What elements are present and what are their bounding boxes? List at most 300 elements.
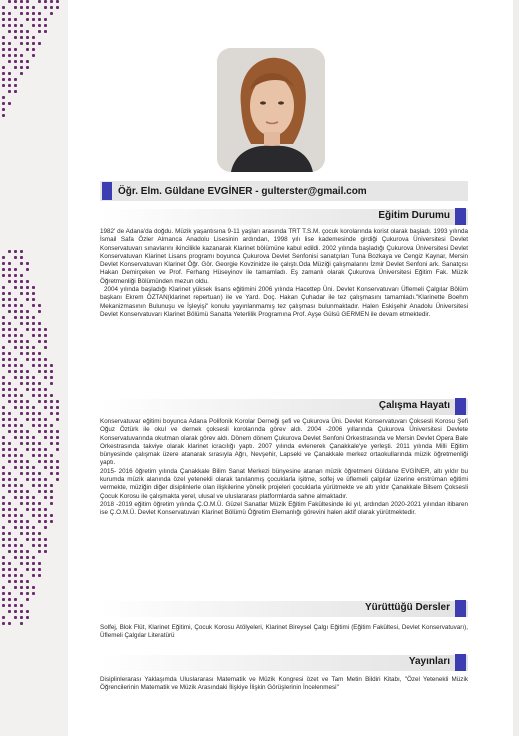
decor-dot [14,604,17,607]
decor-dot [14,460,17,463]
decor-dot [44,514,47,517]
decor-dot [20,256,23,259]
decor-dot [44,0,47,3]
section-title: Eğitim Durumu [378,210,450,221]
decor-dot [26,18,29,21]
decor-dot [14,526,17,529]
decor-dot [38,382,41,385]
decor-dot [20,262,23,265]
decor-dot [14,280,17,283]
paragraph: 1982' de Adana'da doğdu. Müzik yaşantısına 9-11 yaşları arasında TRT T.S.M. çocuk korolarında korist olarak başladı. 1993 yılında İsmail Safa Özler Almanca Anadolu Lisesinin ardından, 1998 yılı lise kademesinde girdiği Çukurova Üniversitesi Devlet Konservatuvarı sınavlarını ikincilikle kazanarak Klarinet bölümüne kabul edildi. 2002 yılında başladığı Çukurova Üniversitesi Devlet Konservatuvarı Klarinet Lisans programı boyunca Çukurova Devlet Senfonisi sanatçıları Tuna Bozkaya ve Cengiz Kaynar, Mersin Devlet Konservatuvarı Klarinet Öğr. Gör. Georgie Kovzinidze ile çalıştı.Oda Müziği çalışmalarını İzmir Devlet Senfoni ark. Sanatçısı Hakan Demirçeken ve Prof. Ferhang Hüseyinov ile tamamladı. Eş zamanlı olarak Çukurova Üniversitesi Eğitim Fak. Müzik Öğretmenliği Bölümünden mezun oldu. [100,228,468,285]
decor-dot [38,352,41,355]
decor-dot [14,616,17,619]
decor-dot [8,532,11,535]
decor-dot [44,334,47,337]
paragraph: Konservatuvar eğitimi boyunca Adana Polifonik Korolar Derneği şefi ve Çukurova Üni. Devlet Konservatuvarı Çoksesli Korosu Şefi Oğuz Öztürk ile okul ve dernek çoksesli korolarında görev aldı. 2004 -2006 yıllarında Çukurova Üniversitesi Devlete Konservatuvarında okutman olarak görev aldı. Dönem dönem Çukurova Devlet Senfoni Orkestrasında ve Mersin Devlet Opera Bale Orkestrasında takviye olarak klarinet icracılığı yaptı. 2007 yılında evlenerek Çanakkale'ye yerleşti. 2011 yılında Milli Eğitim bünyesinde çalışmak üzere atanarak sırasıyla Ağrı, Nevşehir, Lapseki ve Çanakkale merkez ortaokullarında müzik öğretmenliği yaptı. [100,418,468,467]
decor-dot [8,84,11,87]
decor-dot [14,30,17,33]
decor-dot [26,322,29,325]
decor-dot [38,12,41,15]
decor-dot [26,0,29,3]
decor-dot [20,622,23,625]
decor-dot [38,508,41,511]
decor-dot [8,42,11,45]
decor-dot [26,430,29,433]
decor-dot [20,424,23,427]
decor-dot [14,388,17,391]
decor-dot [8,358,11,361]
decor-dot [2,298,5,301]
decor-dot [26,412,29,415]
decor-dot [32,334,35,337]
decor-dot [20,502,23,505]
section-title: Yayınları [408,656,450,667]
decor-dot [50,406,53,409]
decor-dot [50,520,53,523]
decor-dot [2,42,5,45]
decor-dot [20,586,23,589]
decor-dot [32,562,35,565]
decor-dot [8,322,11,325]
decor-dot [44,538,47,541]
decor-dot [38,30,41,33]
decor-dot [32,424,35,427]
decor-dot [8,448,11,451]
accent-square [102,182,112,200]
decor-dot [32,388,35,391]
decor-dot [14,478,17,481]
decor-dot [20,12,23,15]
decor-dot [20,0,23,3]
decor-dot [26,310,29,313]
decor-dot [14,274,17,277]
decor-dot [2,562,5,565]
decor-dot [8,12,11,15]
decor-dot [44,358,47,361]
section-title: Çalışma Hayatı [378,400,450,411]
decor-dot [2,322,5,325]
decor-dot [44,364,47,367]
decor-dot [26,466,29,469]
decor-dot [8,610,11,613]
decor-dot [56,460,59,463]
decor-dot [20,250,23,253]
decor-dot [8,292,11,295]
decor-dot [32,418,35,421]
decor-dot [32,304,35,307]
decor-dot [44,394,47,397]
accent-square [455,654,466,671]
decor-dot [26,376,29,379]
decor-dot [14,78,17,81]
accent-square [455,398,466,415]
decor-dot [32,18,35,21]
decor-dot [26,292,29,295]
decor-dot [20,406,23,409]
decor-dot [26,568,29,571]
decor-dot [2,616,5,619]
decor-dot [44,388,47,391]
decor-dot [26,400,29,403]
decor-dot [14,268,17,271]
decor-dot [2,448,5,451]
decor-dot [8,388,11,391]
decor-dot [38,400,41,403]
decor-dot [32,574,35,577]
decor-dot [50,400,53,403]
decor-dot [8,508,11,511]
decor-dot [2,376,5,379]
decor-dot [20,460,23,463]
decor-dot [8,72,11,75]
decor-dot [26,382,29,385]
decor-dot [2,514,5,517]
decor-dot [26,370,29,373]
decor-dot [32,586,35,589]
paragraph: 2004 yılında başladığı Klarinet yüksek lisans eğitimini 2006 yılında Hacettep Üni. Devlet Konservatuvarı Üflemeli Çalgılar Bölüm başkanı Ekrem ÖZTAN(klarinet repertuarı) ile ve Yard. Doç. Hakan Çuhadar ile tez çalışmasını tamamladı."Klarinette Boehm Mekanizmasının Bulunuşu ve İşleyişi" konulu yayınlanmamış tez çalışması bulunmaktadır. Halen Eskişehir Anadolu Üniversitesi Devlet Konservatuvarı Klarinet Bölümü Sanatta Yeterlilik Programına Prof. Ayşe Gülsü GERMEN ile devam etmektedir. [100,286,468,318]
decor-dot [38,42,41,45]
decor-dot [44,550,47,553]
decor-dot [8,24,11,27]
decor-dot [14,538,17,541]
decor-dot [14,346,17,349]
decor-dot [26,502,29,505]
decor-dot [20,382,23,385]
decor-dot [26,42,29,45]
decor-dot [8,280,11,283]
section-title: Yürüttüğü Dersler [364,602,450,613]
decor-dot [32,346,35,349]
decor-dot [2,544,5,547]
decor-dot [20,400,23,403]
decor-dot [14,544,17,547]
decor-dot [56,442,59,445]
decor-dot [38,24,41,27]
decor-dot [38,418,41,421]
decor-dot [44,454,47,457]
decor-dot [14,400,17,403]
decor-dot [38,424,41,427]
decor-dot [2,72,5,75]
decor-dot [8,54,11,57]
decor-dot [50,514,53,517]
decor-dot [26,442,29,445]
decor-dot [2,382,5,385]
decor-dot [8,418,11,421]
decor-dot [38,328,41,331]
decor-dot [14,48,17,51]
decor-dot [26,418,29,421]
decor-dot [14,556,17,559]
profile-photo [217,48,325,172]
decor-dot [8,592,11,595]
decor-dot [2,622,5,625]
decor-dot [2,574,5,577]
decor-dot [50,502,53,505]
decor-dot [8,48,11,51]
decor-dot [20,322,23,325]
decor-dot [2,304,5,307]
decor-dot [14,406,17,409]
decor-dot [38,514,41,517]
decor-dot [32,6,35,9]
decor-dot [8,268,11,271]
decor-dot [8,304,11,307]
decor-dot [8,538,11,541]
work-text [100,418,468,518]
decor-dot [14,54,17,57]
decor-dot [20,484,23,487]
decor-dot [20,526,23,529]
decor-dot [38,562,41,565]
decor-dot [14,418,17,421]
decor-dot [2,256,5,259]
decor-dot [26,6,29,9]
decor-dot [32,412,35,415]
decor-dot [32,382,35,385]
decor-dot [32,538,35,541]
decor-dot [32,352,35,355]
decor-dot [26,496,29,499]
decor-dot [20,472,23,475]
decor-dot [38,430,41,433]
decor-dot [32,526,35,529]
decor-dot [20,394,23,397]
decor-dot [20,550,23,553]
decor-dot [20,340,23,343]
decor-dot [8,568,11,571]
decor-dot [38,358,41,361]
decor-dot [14,250,17,253]
decor-dot [44,526,47,529]
decor-dots-top [0,0,68,120]
decor-dot [2,334,5,337]
decor-dot [50,436,53,439]
decor-dot [38,538,41,541]
decor-dot [50,370,53,373]
decor-dot [14,358,17,361]
decor-dot [20,514,23,517]
decor-dot [8,18,11,21]
decor-dot [14,364,17,367]
decor-dot [20,310,23,313]
decor-dot [2,598,5,601]
decor-dot [2,268,5,271]
decor-dot [44,328,47,331]
decor-dot [50,364,53,367]
decor-dot [20,430,23,433]
decor-dot [26,532,29,535]
decor-dot [56,6,59,9]
accent-square [455,600,466,617]
decor-dot [8,90,11,93]
decor-dot [50,12,53,15]
decor-dot [44,478,47,481]
decor-dot [26,448,29,451]
decor-dot [14,436,17,439]
decor-dot [32,394,35,397]
decor-dot [38,478,41,481]
decor-dot [44,6,47,9]
decor-dot [14,568,17,571]
decor-dot [2,346,5,349]
decor-dot [14,484,17,487]
education-text [100,228,468,319]
decor-dot [2,436,5,439]
decor-dot [26,286,29,289]
decor-dot [8,484,11,487]
decor-dot [38,442,41,445]
decor-dot [20,292,23,295]
decor-dot [38,490,41,493]
decor-dot [20,496,23,499]
decor-dot [2,496,5,499]
decor-dot [38,388,41,391]
section-header-education [100,209,468,225]
decor-dot [2,412,5,415]
decor-dot [44,496,47,499]
decor-dot [38,370,41,373]
decor-dot [32,508,35,511]
decor-dot [2,394,5,397]
decor-dot [26,538,29,541]
decor-dot [50,442,53,445]
decor-dot [56,406,59,409]
decor-dot [8,514,11,517]
decor-dot [8,580,11,583]
decor-dot [38,340,41,343]
decor-dot [8,250,11,253]
decor-dot [2,6,5,9]
decor-dot [8,562,11,565]
decor-dot [8,412,11,415]
decor-dot [20,412,23,415]
decor-dot [20,280,23,283]
decor-dot [8,622,11,625]
decor-dot [38,448,41,451]
decor-dot [8,442,11,445]
decor-dot [2,454,5,457]
decor-dot [26,388,29,391]
decor-dot [8,490,11,493]
decor-dot [2,502,5,505]
decor-dot [14,84,17,87]
decor-dot [14,60,17,63]
decor-dot [8,430,11,433]
decor-dot [32,442,35,445]
decor-dot [2,18,5,21]
decor-dot [8,604,11,607]
decor-dot [8,574,11,577]
decor-dot [26,586,29,589]
decor-dot [2,388,5,391]
decor-dot [20,580,23,583]
decor-dot [44,376,47,379]
decor-dot [20,616,23,619]
decor-dot [20,376,23,379]
name-and-email: Öğr. Elm. Güldane EVGİNER - gulterster@gmail.com [118,185,367,197]
decor-dot [26,526,29,529]
decor-dot [14,66,17,69]
decor-dot [20,604,23,607]
decor-dot [26,610,29,613]
decor-dot [14,610,17,613]
decor-dot [8,472,11,475]
decor-dot [32,478,35,481]
decor-dot [50,496,53,499]
decor-dot [32,24,35,27]
decor-dot [20,454,23,457]
decor-dot [2,48,5,51]
decor-dot [2,592,5,595]
decor-dot [44,424,47,427]
decor-dot [14,580,17,583]
decor-dot [2,274,5,277]
decor-dot [8,310,11,313]
decor-dot [14,586,17,589]
decor-dot [2,78,5,81]
decor-dot [2,292,5,295]
decor-dot [44,30,47,33]
decor-dot [26,316,29,319]
decor-dot [20,436,23,439]
decor-dot [8,478,11,481]
decor-dot [26,472,29,475]
accent-square [455,208,466,225]
decor-dot [32,42,35,45]
decor-dot [32,376,35,379]
decor-dot [32,592,35,595]
decor-dot [8,60,11,63]
decor-dot [8,400,11,403]
decor-dot [32,472,35,475]
decor-dot [38,334,41,337]
decor-dot [32,358,35,361]
decor-dot [2,532,5,535]
section-header-courses [100,601,468,617]
decor-dot [44,520,47,523]
decor-dot [2,262,5,265]
decor-dot [44,418,47,421]
decor-dot [44,466,47,469]
decor-dot [8,382,11,385]
decor-dot [26,60,29,63]
decor-dot [2,466,5,469]
decor-dot [2,24,5,27]
decor-dot [8,30,11,33]
decor-dot [20,556,23,559]
decor-dot [20,442,23,445]
decor-dot [14,36,17,39]
decor-dot [2,556,5,559]
decor-dot [14,430,17,433]
decor-dot [50,466,53,469]
decor-dot [2,108,5,111]
courses-text [100,624,468,641]
decor-dot [8,502,11,505]
decor-dot [32,286,35,289]
decor-dots-bottom [0,250,68,630]
decor-dot [8,334,11,337]
decor-dot [32,514,35,517]
decor-dot [8,364,11,367]
decor-dot [8,102,11,105]
decor-dot [2,286,5,289]
decor-dot [50,412,53,415]
decor-dot [14,304,17,307]
decor-dot [2,114,5,117]
decor-dot [2,36,5,39]
